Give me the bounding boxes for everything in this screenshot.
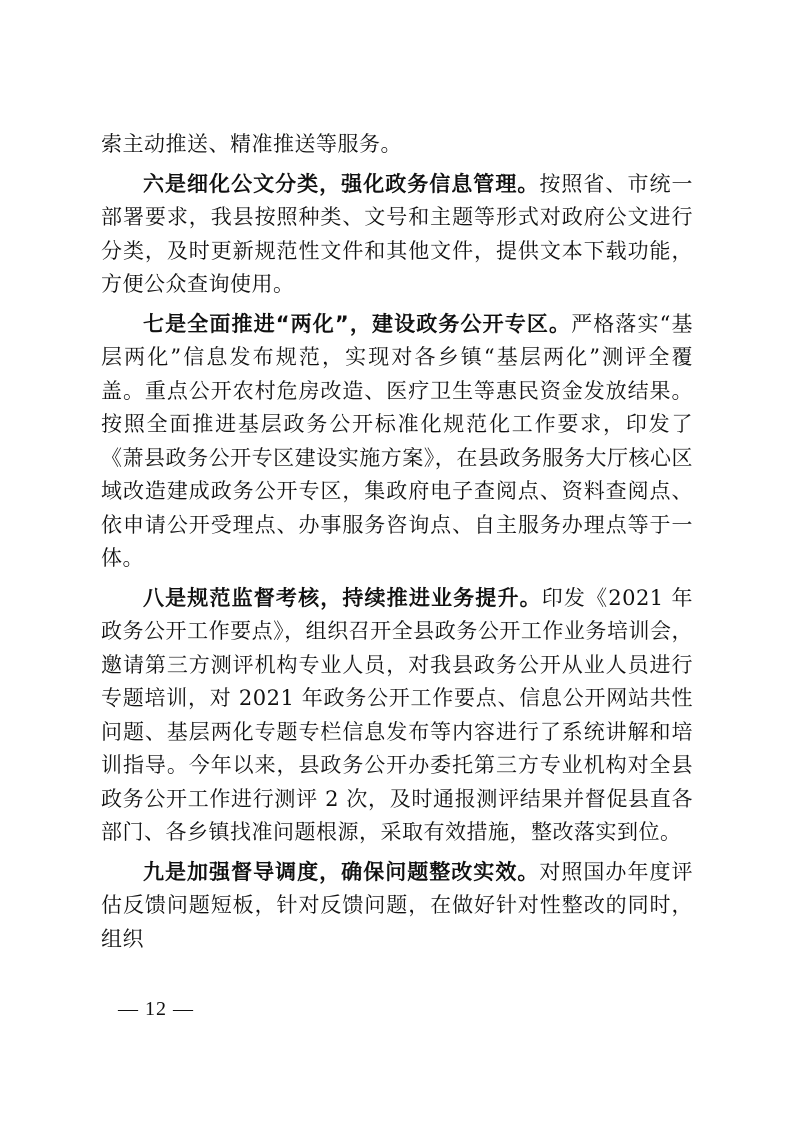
paragraph-text: 印发《2021 年政务公开工作要点》，组织召开全县政务公开工作业务培训会，邀请第三方测评机构专业人员，对我县政务公开从业人员进行专题培训，对 2021 年政务公开工作要点、信息公开网站共性问题、基层两化专题专栏信息发布等内容进行了系统讲解和培训指导。今年以来，县政务公开办委托第三方专业机构对全县政务公开工作进行测评 2 次，及时通报测评结果并督促县直各部门、各乡镇找准问题根源，采取有效措施，整改落实到位。 [101,585,693,844]
paragraph-item-9 [101,856,693,957]
paragraph-lead: 六是细化公文分类，强化政务信息管理。 [143,171,540,196]
paragraph-item-7 [101,308,693,576]
page-number: — 12 — [118,998,194,1020]
paragraph-item-6 [101,168,693,302]
paragraph-text: 对照国办年度评估反馈问题短板，针对反馈问题，在做好针对性整改的同时，组织 [101,859,693,951]
paragraph-item-8 [101,582,693,850]
paragraph-lead: 七是全面推进“两化”，建设政务公开专区。 [143,311,572,336]
paragraph-lead: 九是加强督导调度，确保问题整改实效。 [143,859,540,884]
paragraph-text: 按照省、市统一部署要求，我县按照种类、文号和主题等形式对政府公文进行分类，及时更新规范性文件和其他文件，提供文本下载功能，方便公众查询使用。 [101,171,693,296]
paragraph-continuation [101,128,693,162]
paragraph-text: 严格落实“基层两化”信息发布规范，实现对各乡镇“基层两化”测评全覆盖。重点公开农村危房改造、医疗卫生等惠民资金发放结果。按照全面推进基层政务公开标准化规范化工作要求，印发了《萧县政务公开专区建设实施方案》，在县政务服务大厅核心区域改造建成政务公开专区，集政府电子查阅点、资料查阅点、依申请公开受理点、办事服务咨询点、自主服务办理点等于一体。 [101,311,693,570]
document-body [101,128,693,962]
paragraph-lead: 八是规范监督考核，持续推进业务提升。 [143,585,542,610]
paragraph-text: 索主动推送、精准推送等服务。 [101,132,402,156]
